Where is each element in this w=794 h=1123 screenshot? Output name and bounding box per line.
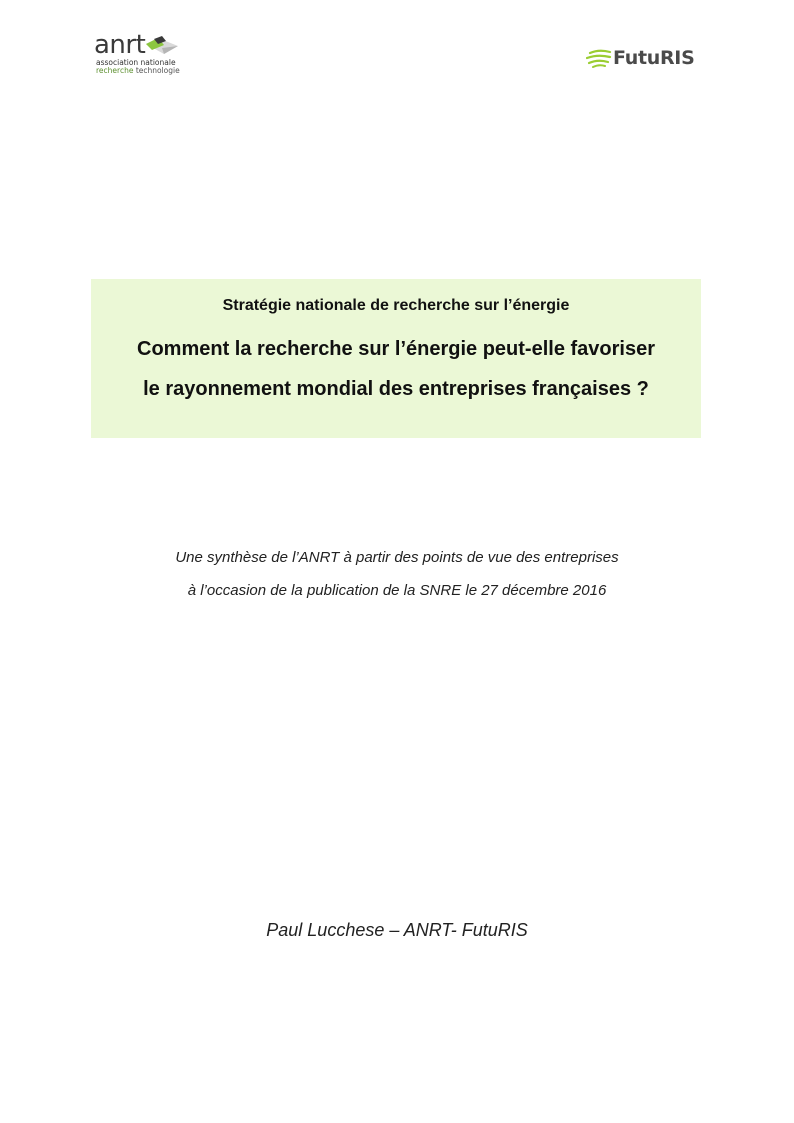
document-kicker: Stratégie nationale de recherche sur l’énergie [222,297,570,314]
anrt-tagline-technologie: technologie [135,66,180,75]
anrt-logo-icon [144,36,180,56]
futuris-logo-icon [586,48,612,68]
document-title [91,329,701,409]
anrt-tagline-line2 [96,67,180,75]
document-title-line2: le rayonnement mondial des entreprises françaises ? [143,378,649,400]
document-subtitle [0,541,794,607]
futuris-wordmark: FutuRIS [613,47,695,69]
anrt-logo [94,30,194,80]
title-box [91,279,701,438]
anrt-tagline-recherche: recherche [96,66,134,75]
futuris-logo [586,46,696,72]
subtitle-line1: Une synthèse de l’ANRT à partir des points de vue des entreprises [175,549,619,566]
anrt-tagline-line1: association nationale [96,58,176,67]
anrt-wordmark: anrt [94,30,146,60]
document-title-line1: Comment la recherche sur l’énergie peut-elle favoriser [137,338,655,360]
subtitle-line2: à l’occasion de la publication de la SNRE le 27 décembre 2016 [187,582,607,599]
document-author: Paul Lucchese – ANRT- FutuRIS [266,920,528,940]
